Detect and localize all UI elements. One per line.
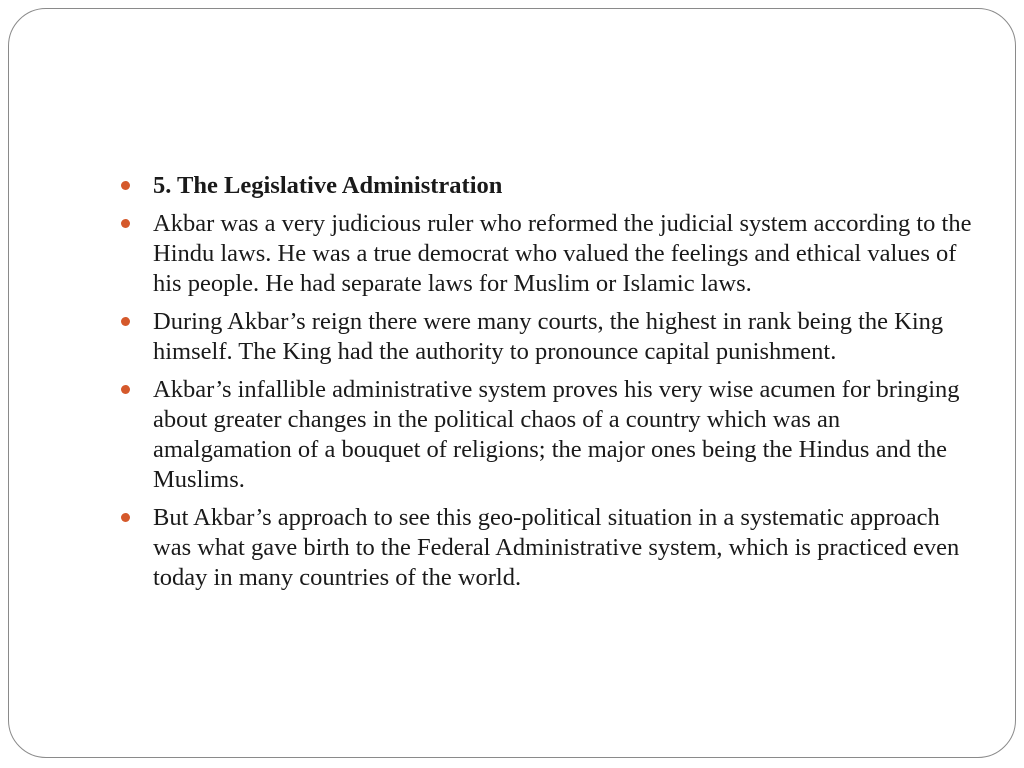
section-heading xyxy=(117,171,977,201)
list-item xyxy=(117,307,977,367)
list-item-text: During Akbar’s reign there were many courts, the highest in rank being the King himself. The King had the authority to pronounce capital punishment. xyxy=(153,308,944,365)
bullet-dot-icon xyxy=(121,219,130,228)
slide-content xyxy=(117,171,977,601)
section-heading-text: 5. The Legislative Administration xyxy=(153,172,503,199)
list-item xyxy=(117,375,977,495)
bullet-dot-icon xyxy=(121,181,130,190)
slide-frame xyxy=(8,8,1016,758)
bullet-dot-icon xyxy=(121,317,130,326)
bullet-list xyxy=(117,171,977,593)
bullet-dot-icon xyxy=(121,513,130,522)
bullet-dot-icon xyxy=(121,385,130,394)
list-item-text: But Akbar’s approach to see this geo-political situation in a systematic approach was what gave birth to the Federal Administrative system, which is practiced even today in many countries of the world. xyxy=(153,504,960,591)
list-item-text: Akbar’s infallible administrative system proves his very wise acumen for bringing about greater changes in the political chaos of a country which was an amalgamation of a bouquet of religions; the major ones being the Hindus and the Muslims. xyxy=(153,376,960,493)
list-item xyxy=(117,209,977,299)
list-item xyxy=(117,503,977,593)
list-item-text: Akbar was a very judicious ruler who reformed the judicial system according to the Hindu laws. He was a true democrat who valued the feelings and ethical values of his people. He had separate laws for Muslim or Islamic laws. xyxy=(153,210,972,297)
